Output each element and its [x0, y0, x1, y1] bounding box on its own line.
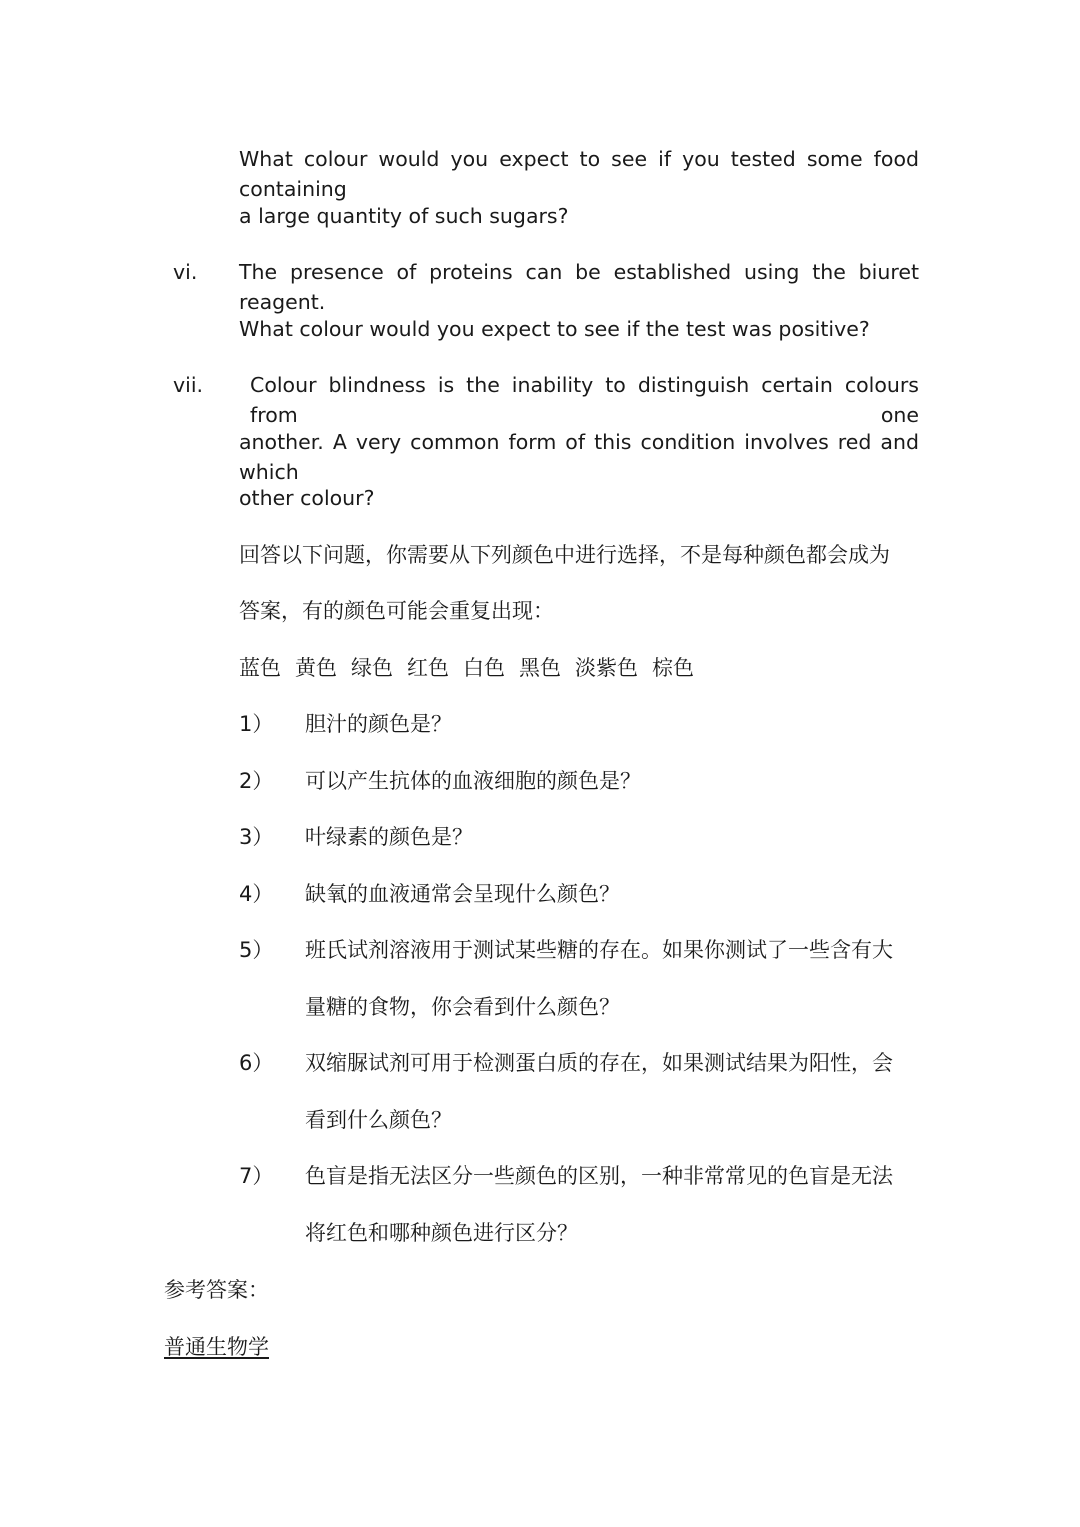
question-vii-line-1: Colour blindness is the inability to distinguish certain colours from one [250, 373, 919, 427]
color-option: 黑色 [519, 656, 561, 680]
color-option: 棕色 [652, 656, 694, 680]
question-text: 胆汁的颜色是？ [305, 712, 452, 736]
question-number: 2） [239, 769, 274, 793]
question-text-continued: 将红色和哪种颜色进行区分？ [305, 1221, 578, 1245]
color-option: 蓝色 [239, 656, 281, 680]
question-text-continued: 量糖的食物，你会看到什么颜色？ [305, 995, 620, 1019]
color-option: 白色 [463, 656, 505, 680]
question-text: 叶绿素的颜色是？ [305, 825, 473, 849]
question-vii-line-2: another. A very common form of this condition involves red and which [239, 430, 919, 484]
question-number: 3） [239, 825, 274, 849]
question-number: 7） [239, 1164, 274, 1188]
question-vi-line-1: The presence of proteins can be established using the biuret reagent. [239, 260, 919, 314]
question-number: 1） [239, 712, 274, 736]
question-text-continued: 看到什么颜色？ [305, 1108, 452, 1132]
question-vii-label: vii. [173, 373, 204, 397]
question-text: 班氏试剂溶液用于测试某些糖的存在。如果你测试了一些含有大 [305, 938, 893, 962]
question-vii-line-3: other colour? [239, 486, 375, 510]
color-option: 黄色 [295, 656, 337, 680]
color-options [239, 653, 708, 683]
color-option: 红色 [407, 656, 449, 680]
color-option: 绿色 [351, 656, 393, 680]
question-number: 4） [239, 882, 274, 906]
question-number: 6） [239, 1051, 274, 1075]
answer-label: 参考答案： [164, 1278, 269, 1302]
question-vi-line-2: What colour would you expect to see if the test was positive? [239, 317, 870, 341]
question-text: 缺氧的血液通常会呈现什么颜色？ [305, 882, 620, 906]
question-v-line-1: What colour would you expect to see if you tested some food containing [239, 147, 919, 201]
question-text: 色盲是指无法区分一些颜色的区别，一种非常常见的色盲是无法 [305, 1164, 893, 1188]
question-text: 双缩脲试剂可用于检测蛋白质的存在，如果测试结果为阳性，会 [305, 1051, 893, 1075]
intro-line-1: 回答以下问题，你需要从下列颜色中进行选择，不是每种颜色都会成为 [239, 543, 890, 567]
color-option: 淡紫色 [575, 656, 638, 680]
question-text: 可以产生抗体的血液细胞的颜色是？ [305, 769, 641, 793]
question-v-line-2: a large quantity of such sugars? [239, 204, 569, 228]
question-vi-label: vi. [173, 260, 198, 284]
question-number: 5） [239, 938, 274, 962]
intro-line-2: 答案，有的颜色可能会重复出现： [239, 599, 554, 623]
reference-link[interactable]: 普通生物学 [164, 1335, 269, 1359]
